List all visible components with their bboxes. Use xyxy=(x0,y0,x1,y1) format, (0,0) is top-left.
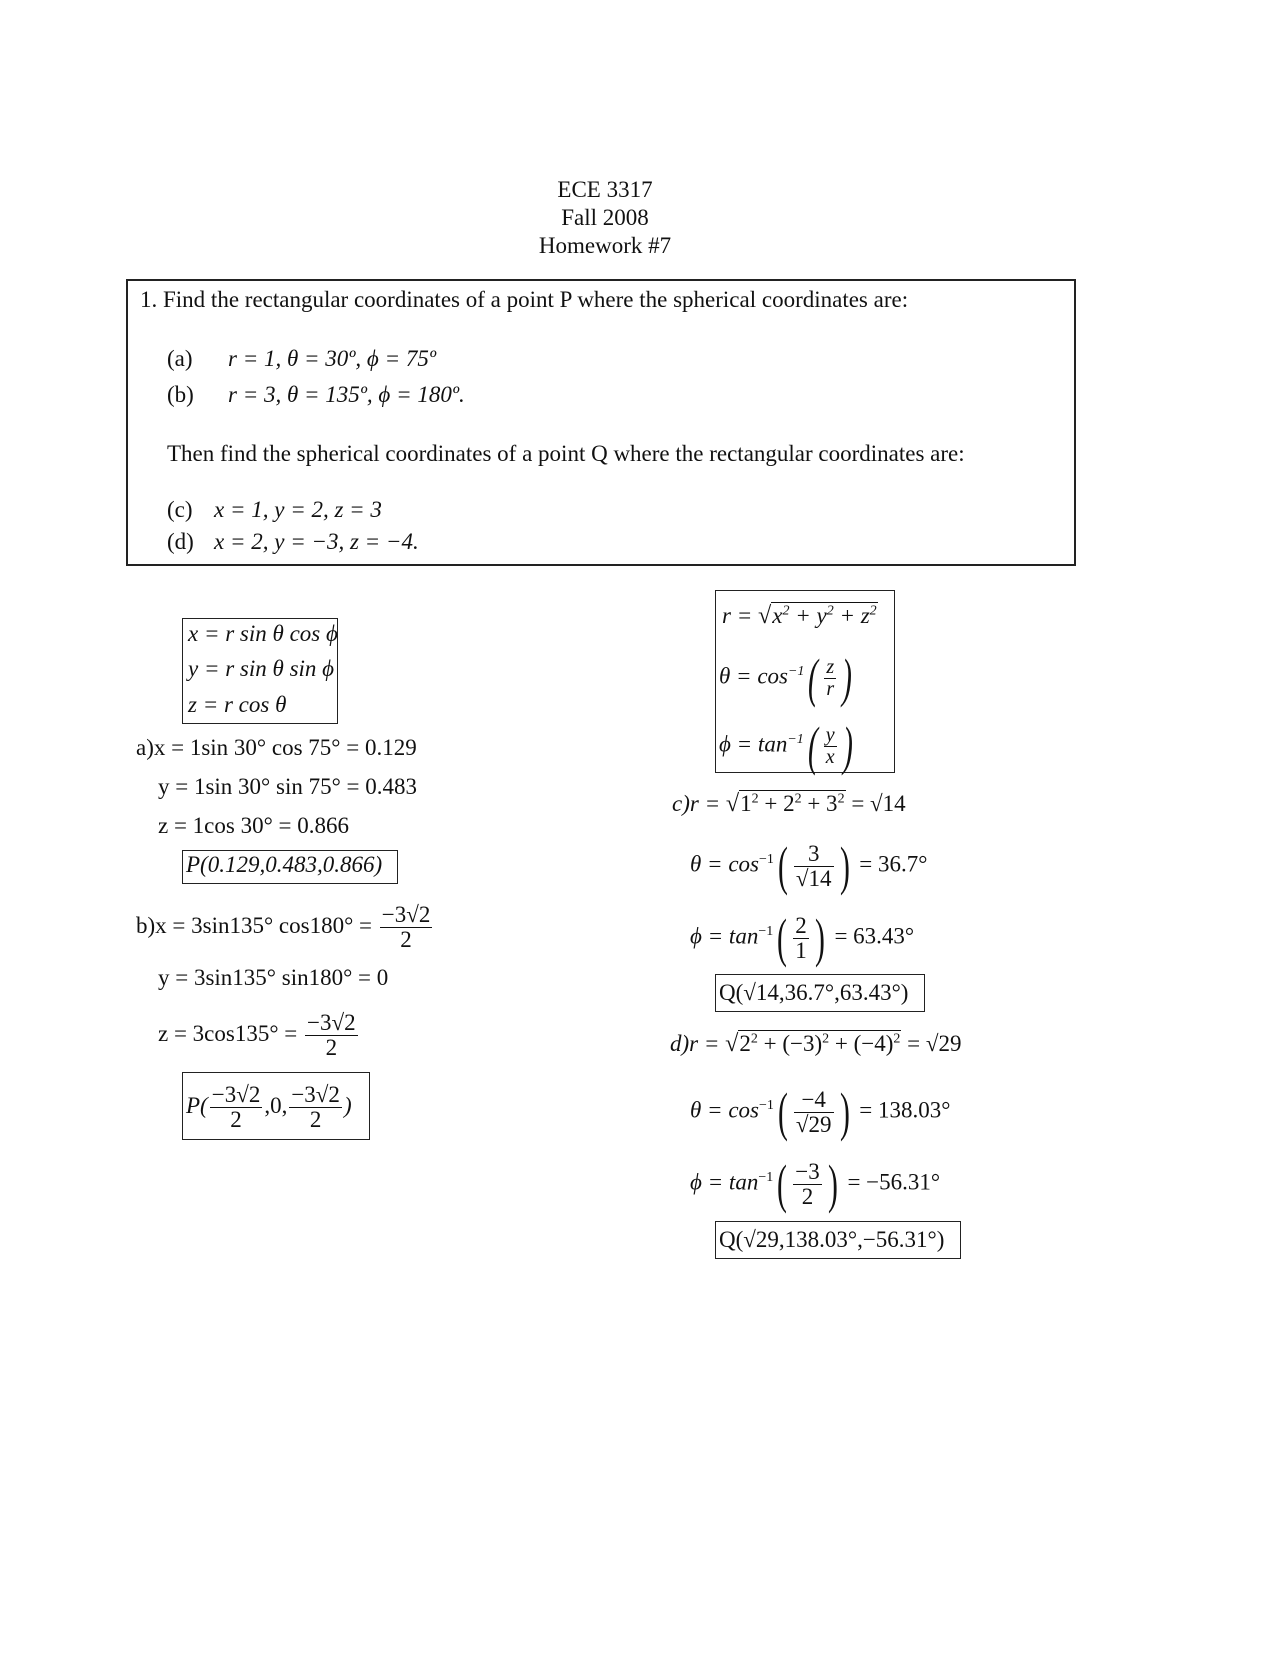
sol-a-x: a)x = 1sin 30° cos 75° = 0.129 xyxy=(136,735,417,760)
sol-b-y: y = 3sin135° sin180° = 0 xyxy=(158,965,389,990)
formula-theta: $\theta = \cos^{-1}$( $\frac{z}{r}$ ) xyxy=(719,648,853,709)
sol-c-phi-inv: −1 xyxy=(758,924,774,939)
part-a-text: r = 1, θ = 30º, ϕ = 75º xyxy=(228,346,436,371)
formula-phi-lhs: ϕ = tan xyxy=(719,731,788,757)
sol-c-phi: $\phi = \tan^{-1}$( $\frac{2}{1}$ ) = 63.43° xyxy=(690,908,915,969)
sol-d-phi-den: 2 xyxy=(801,1183,814,1209)
sol-b-result xyxy=(186,1076,352,1136)
formula-theta-inv: −1 xyxy=(787,664,805,679)
sol-c-r-rhs: = √14 xyxy=(851,791,906,816)
formula-phi-inv: −1 xyxy=(787,732,804,747)
sol-b-x-num: −3√2 xyxy=(381,902,431,928)
sol-c-theta-inv: −1 xyxy=(758,852,774,867)
formula-theta-num: z xyxy=(826,655,835,678)
sol-a-result: P(0.129,0.483,0.866) xyxy=(186,852,383,877)
sol-c-phi-lhs: ϕ = tan xyxy=(690,923,759,949)
formula-r-lhs: r = xyxy=(722,603,758,628)
sol-c-theta-lhs: θ = cos xyxy=(690,851,759,877)
sol-b-z-num: −3√2 xyxy=(307,1010,356,1036)
formula-y: y = r sin θ sin ϕ xyxy=(188,656,335,681)
sol-d-theta-num: −4 xyxy=(794,1088,834,1113)
sol-b-x-den: 2 xyxy=(400,927,412,953)
sqrt-sum-squares: $√x^2 + y^2 + z^2$ xyxy=(757,602,877,629)
sol-d-theta: $\theta = \cos^{-1}$( $\frac{-4}{√29}$ ) = 138.03° xyxy=(690,1082,951,1143)
sol-d-theta-lhs: θ = cos xyxy=(690,1097,759,1123)
sol-c-phi-rhs: = 63.43° xyxy=(834,923,915,949)
part-d-label: (d) xyxy=(167,529,194,554)
sol-b-result-den2: 2 xyxy=(309,1107,322,1133)
sol-c-r xyxy=(672,790,906,818)
sol-d-phi-inv: −1 xyxy=(758,1170,774,1185)
sol-b-x xyxy=(136,896,434,956)
sol-c-result: Q(√14,36.7°,63.43°) xyxy=(719,980,909,1005)
formula-z: z = r cos θ xyxy=(188,692,287,717)
part-c-label: (c) xyxy=(167,497,193,522)
sol-d-r-rhs: = √29 xyxy=(907,1031,962,1056)
sol-d-theta-inv: −1 xyxy=(758,1098,774,1113)
sol-b-result-num1: −3√2 xyxy=(211,1082,261,1108)
sol-b-result-pre: P( xyxy=(186,1093,208,1118)
sol-b-z xyxy=(158,1004,360,1064)
sqrt-4-9-16: $√2^2 + (-3)^2 + (-4)^2$ xyxy=(725,1030,901,1057)
sol-d-phi-num: −3 xyxy=(795,1158,820,1184)
sol-b-result-post: ) xyxy=(343,1093,352,1118)
formula-phi-den: x xyxy=(825,745,835,768)
sol-b-z-lhs: z = 3cos135° = xyxy=(158,1021,298,1046)
part-d-text: x = 2, y = −3, z = −4. xyxy=(214,529,419,554)
formula-phi: $\phi = \tan^{-1}$( $\frac{y}{x}$ ) xyxy=(719,716,853,777)
sol-d-r-lhs: d)r = xyxy=(670,1031,726,1056)
sol-b-result-den1: 2 xyxy=(230,1107,242,1133)
course-title: ECE 3317 xyxy=(557,177,653,202)
term: Fall 2008 xyxy=(561,205,649,230)
formula-r xyxy=(722,602,878,630)
sol-b-result-mid: ,0, xyxy=(264,1093,288,1118)
part-b-text: r = 3, θ = 135º, ϕ = 180º. xyxy=(228,382,465,407)
part-c-text: x = 1, y = 2, z = 3 xyxy=(214,497,382,522)
problem-then: Then find the spherical coordinates of a point Q where the rectangular coordinates are: xyxy=(167,441,965,466)
sol-d-theta-den: √29 xyxy=(795,1111,832,1137)
sol-b-x-lhs: b)x = 3sin135° cos180° = xyxy=(136,913,372,938)
formula-x: x = r sin θ cos ϕ xyxy=(188,621,338,646)
part-b-label: (b) xyxy=(167,382,194,407)
page-header xyxy=(0,176,1210,260)
sol-a-y: y = 1sin 30° sin 75° = 0.483 xyxy=(158,774,418,799)
sol-d-result: Q(√29,138.03°,−56.31°) xyxy=(719,1227,945,1252)
sol-d-phi: $\phi = \tan^{-1}$( $\frac{-3}{2}$ ) = −56.31° xyxy=(690,1154,941,1215)
sol-a-z: z = 1cos 30° = 0.866 xyxy=(158,813,350,838)
sol-b-z-den: 2 xyxy=(325,1035,338,1061)
sol-c-theta-rhs: = 36.7° xyxy=(859,851,928,877)
assignment-title: Homework #7 xyxy=(538,233,672,258)
formula-phi-num: y xyxy=(825,723,835,746)
formula-theta-lhs: θ = cos xyxy=(719,663,788,689)
part-a-label: (a) xyxy=(167,346,193,371)
sol-c-theta-den: √14 xyxy=(795,865,832,891)
sol-c-theta-num: 3 xyxy=(794,842,834,867)
sqrt-1-4-9: $√1^2 + 2^2 + 3^2$ xyxy=(725,790,845,817)
sol-d-r xyxy=(670,1030,962,1058)
sol-c-phi-den: 1 xyxy=(795,937,807,963)
problem-statement: 1. Find the rectangular coordinates of a point P where the spherical coordinates are: xyxy=(140,287,909,312)
sol-d-phi-rhs: = −56.31° xyxy=(847,1169,941,1195)
formula-theta-den: r xyxy=(826,677,835,700)
sol-c-theta: $\theta = \cos^{-1}$( $\frac{3}{√14}$ ) = 36.7° xyxy=(690,836,928,897)
sol-d-phi-lhs: ϕ = tan xyxy=(690,1169,759,1195)
sol-d-theta-rhs: = 138.03° xyxy=(859,1097,951,1123)
sol-c-r-lhs: c)r = xyxy=(672,791,726,816)
sol-b-result-num2: −3√2 xyxy=(291,1082,340,1108)
sol-c-phi-num: 2 xyxy=(795,912,807,938)
